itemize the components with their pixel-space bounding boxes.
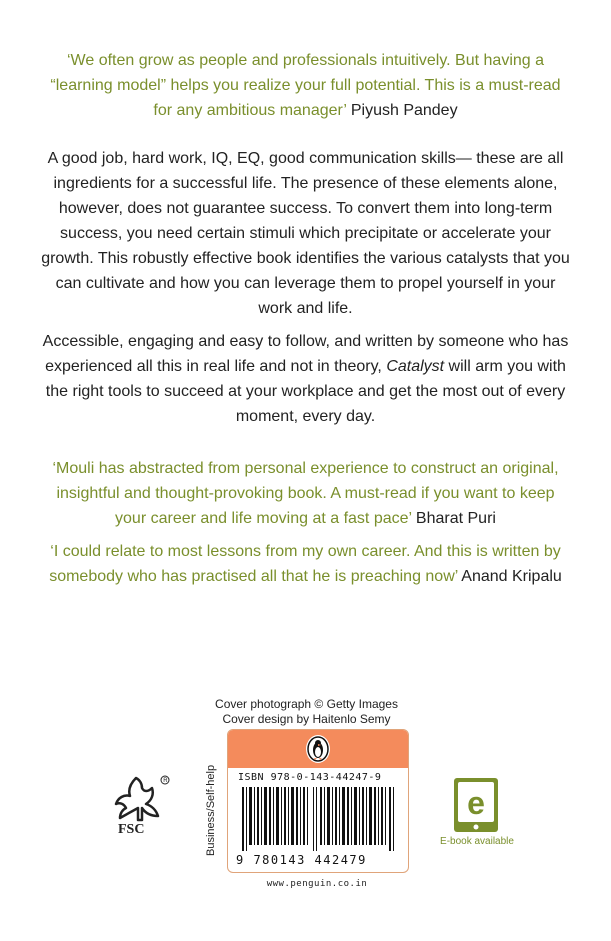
endorsement-3 <box>40 539 571 589</box>
endorsement-author: Bharat Puri <box>415 510 496 527</box>
book-title: Catalyst <box>386 358 445 375</box>
barcode-bars <box>242 787 394 851</box>
design-credit: Cover design by Haitenlo Semy <box>222 712 391 726</box>
endorsement-2 <box>40 456 571 531</box>
blurb-text: A good job, hard work, IQ, EQ, good communication skills— these are all ingredients for a successful life. The presence of these elements alone, however, does not guarantee success. To convert them into long-term success, you need certain stimuli which precipitate or accelerate your growth. This robustly effective book identifies the various catalysts that you can cultivate and how you can leverage them to propel yourself in your work and life. <box>41 150 570 317</box>
barcode-panel <box>227 729 409 873</box>
cover-credits <box>200 697 413 727</box>
fsc-label: FSC <box>118 822 145 837</box>
blurb-text: will arm you with the right tools to succeed at your workplace and get the most out of every moment, every day. <box>45 358 566 425</box>
barcode-number: 9 780143 442479 <box>236 853 367 867</box>
publisher-band <box>228 730 408 768</box>
blurb-paragraph-1 <box>40 146 571 321</box>
isbn-label: ISBN 978-0-143-44247-9 <box>238 772 382 783</box>
penguin-logo-icon <box>301 734 335 764</box>
endorsement-1 <box>40 48 571 123</box>
category-label: Business/Self-help <box>205 764 217 856</box>
publisher-url: www.penguin.co.in <box>266 879 368 889</box>
endorsement-author: Anand Kripalu <box>461 568 562 585</box>
endorsement-author: Piyush Pandey <box>350 102 458 119</box>
ebook-letter: e <box>467 785 485 821</box>
blurb-text: Accessible, engaging and easy to follow, and written by someone who has experienced all this in real life and not in theory, <box>42 333 569 375</box>
photo-credit: Cover photograph © Getty Images <box>215 697 398 711</box>
endorsement-quote: ‘Mouli has abstracted from personal experience to construct an original, insightful and thought-provoking book. A must-read if you want to keep your career and life moving at a fast pace’ <box>52 460 559 527</box>
svg-text:R: R <box>163 778 168 784</box>
blurb-paragraph-2 <box>40 329 571 429</box>
endorsement-quote: ‘I could relate to most lessons from my own career. And this is written by somebody who has practised all that he is preaching now’ <box>49 543 561 585</box>
endorsement-quote: ‘We often grow as people and professionals intuitively. But having a “learning model” helps you realize your full potential. This is a must-read for any ambitious manager’ <box>50 52 561 119</box>
ebook-icon <box>452 776 500 836</box>
ebook-label: E-book available <box>440 836 514 847</box>
